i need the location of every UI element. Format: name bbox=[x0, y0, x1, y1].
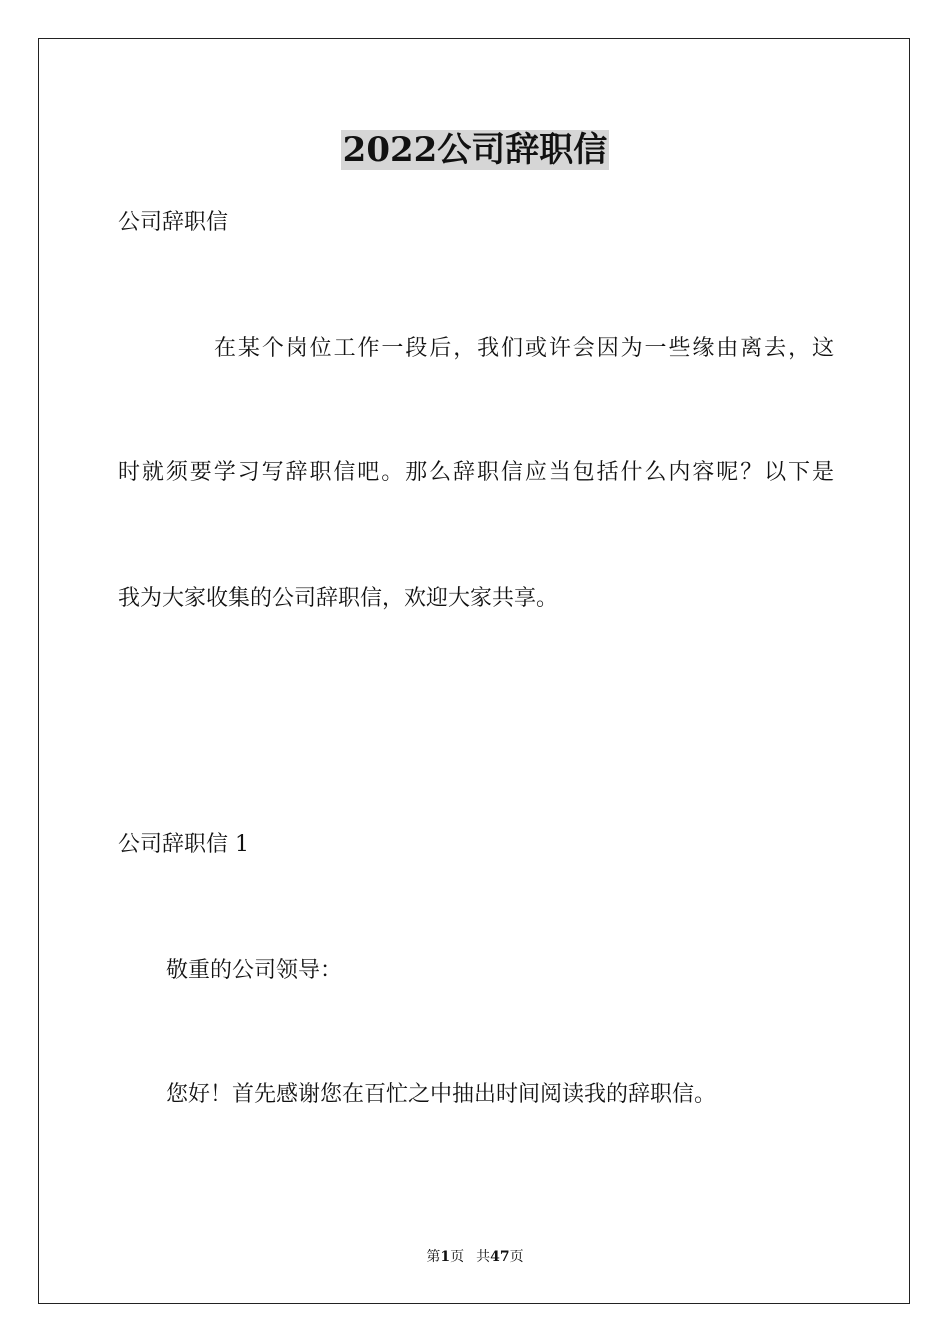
intro-line-2: 时就须要学习写辞职信吧。那么辞职信应当包括什么内容呢？以下是 bbox=[118, 460, 834, 485]
document-title-text: 2022公司辞职信 bbox=[342, 130, 608, 170]
footer-prefix: 第 bbox=[426, 1249, 441, 1265]
page-footer bbox=[0, 1248, 950, 1266]
letter-salutation: 敬重的公司领导： bbox=[166, 958, 343, 983]
footer-total-pages: 47 bbox=[490, 1249, 510, 1265]
footer-total-unit: 页 bbox=[509, 1249, 524, 1265]
footer-total-prefix: 共 bbox=[476, 1249, 491, 1265]
intro-line-1: 在某个岗位工作一段后，我们或许会因为一些缘由离去，这 bbox=[214, 336, 834, 361]
document-title bbox=[0, 128, 950, 172]
footer-current-page: 1 bbox=[440, 1249, 451, 1265]
section-heading: 公司辞职信 bbox=[118, 210, 229, 235]
intro-line-3: 我为大家收集的公司辞职信，欢迎大家共享。 bbox=[118, 586, 559, 611]
footer-page-unit: 页 bbox=[450, 1249, 465, 1265]
letter-heading: 公司辞职信 1 bbox=[118, 832, 249, 857]
letter-first-paragraph: 您好！首先感谢您在百忙之中抽出时间阅读我的辞职信。 bbox=[166, 1082, 717, 1107]
